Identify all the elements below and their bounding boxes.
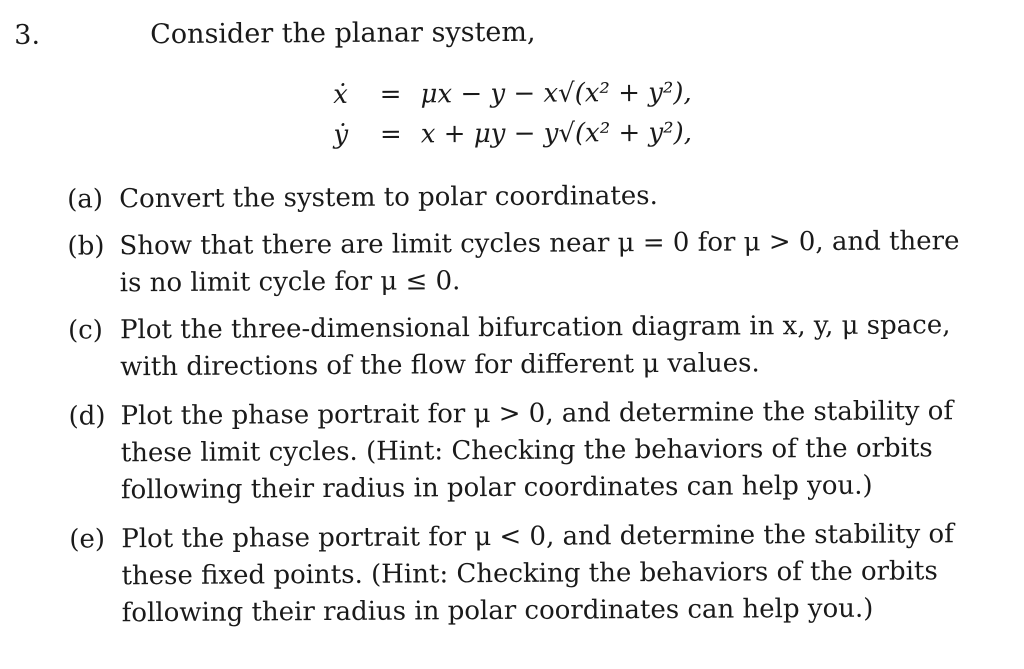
part-c (68, 307, 988, 387)
question-parts (67, 176, 990, 633)
part-text: Show that there are limit cycles near μ = 0 for μ > 0, and there is no limit cycle for μ ≤ 0. (119, 226, 960, 299)
part-label: (e) (69, 524, 106, 555)
equation-system (320, 78, 692, 160)
part-text: Plot the phase portrait for μ < 0, and determine the stability of these fixed points. (Hint: Checking the behaviors of the orbits following their radius in polar coordinates can help you.) (121, 519, 954, 629)
part-label: (b) (67, 231, 105, 262)
equation-rhs: x + μy − y√(x² + y²), (420, 117, 693, 150)
part-text: Convert the system to polar coordinates. (119, 180, 658, 215)
part-text: Plot the phase portrait for μ > 0, and determine the stability of these limit cycles. (Hint: Checking the behaviors of the orbits following their radius in polar coordinates can help you.) (120, 396, 954, 506)
part-text: Plot the three-dimensional bifurcation diagram in x, y, μ space, with directions of the flow for different μ values. (119, 310, 951, 383)
part-label: (a) (67, 184, 104, 215)
equation-lhs: ẏ (333, 119, 349, 150)
problem-number: 3. (14, 19, 41, 51)
equation-lhs: ẋ (333, 79, 349, 110)
equation-equals: = (379, 119, 402, 150)
equation-x (320, 78, 691, 120)
equation-y (321, 118, 692, 160)
equation-rhs: μx − y − x√(x² + y²), (420, 77, 692, 110)
part-b (67, 223, 987, 303)
part-d (68, 393, 989, 510)
part-a (67, 176, 987, 219)
part-e (69, 516, 990, 633)
part-label: (d) (68, 401, 106, 432)
equation-equals: = (379, 79, 402, 110)
problem-intro: Consider the planar system, (150, 16, 536, 51)
part-label: (c) (67, 315, 103, 346)
